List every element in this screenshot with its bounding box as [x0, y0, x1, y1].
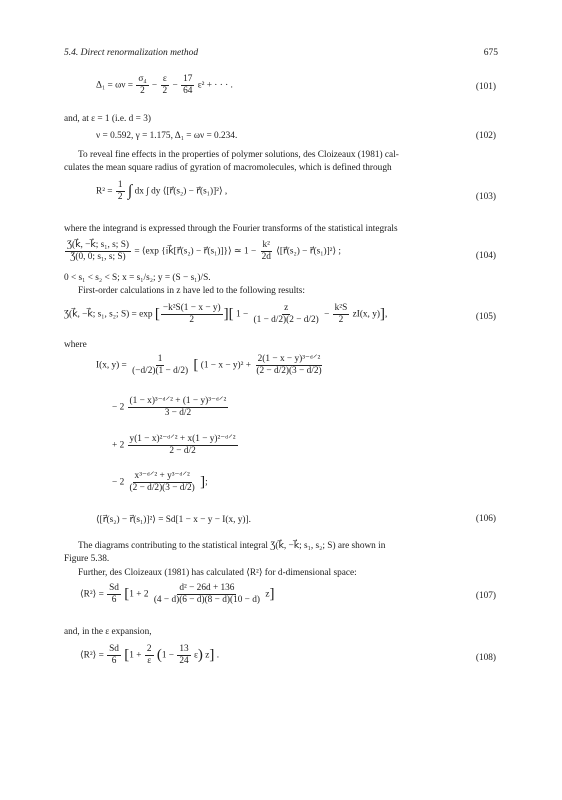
- equation-number-104: (104): [475, 251, 496, 261]
- equation-I-row-1: I(x, y) = $\frac{1}{(-d/2)(1 - d/2)}$ [ (1 − x − y)² + $\frac{\text{2(1 − x − y)³⁻ᵈ⸍²}}{(2 - d/2)(3 - d/2)}$: [96, 354, 322, 376]
- paragraph-text: and, in the ε expansion,: [64, 627, 152, 637]
- equation-number-106: (106): [475, 514, 496, 524]
- equation-number-101: (101): [475, 82, 496, 92]
- equation-number-103: (103): [475, 192, 496, 202]
- paragraph-text: To reveal fine effects in the properties of polymer solutions, des Cloizeaux (1981) cal-: [78, 150, 399, 160]
- paragraph-text: where: [64, 340, 87, 350]
- paragraph-text: and, at ε = 1 (i.e. d = 3): [64, 114, 151, 124]
- equation-107: ⟨R²⟩ = $\frac{Sd}{6}$ [1 + 2 $\frac{\text{d² − 26d + 136}}{(4 - d)(6 - d)(8 - d)(10 - d)}$ z]: [80, 583, 275, 605]
- equation-I-row-2: − 2 $\frac{\text{(1 − x)³⁻ᵈ⸍² + (1 − y)³⁻ᵈ⸍²}}{3 - d/2}$: [112, 396, 227, 418]
- equation-number-102: (102): [475, 131, 496, 141]
- equation-103: R² = $\frac{1}{2}$ ∫ dx ∫ dy ⟨[r⃗(s₂) − r⃗(s₁)]²⟩ ,: [96, 180, 228, 202]
- equation-102: ν = 0.592, γ = 1.175, Δ₁ = ων = 0.234.: [96, 131, 238, 141]
- paragraph-text: First-order calculations in z have led to the following results:: [78, 286, 305, 296]
- equation-number-107: (107): [475, 591, 496, 601]
- equation-number-105: (105): [475, 312, 496, 322]
- paragraph-text: Further, des Cloizeaux (1981) has calculated ⟨R²⟩ for d-dimensional space:: [78, 568, 357, 578]
- page-number: 675: [483, 48, 498, 58]
- equation-I-row-4: − 2 $\frac{\text{x³⁻ᵈ⸍² + y³⁻ᵈ⸍²}}{(2 - d/2)(3 - d/2)}$ ];: [112, 471, 208, 493]
- equation-101: Δ₁ = ων = $\frac{\text{σ₄}}{2}$ − $\frac{\varepsilon}{2}$ − $\frac{17}{64}$ ε² + · · · .: [96, 74, 233, 96]
- paragraph-text: 0 < s₁ < s₂ < S; x = s₁/s₂; y = (S − s₁)/S.: [64, 273, 211, 283]
- running-header: 5.4. Direct renormalization method: [64, 48, 199, 58]
- equation-108: ⟨R²⟩ = $\frac{Sd}{6}$ [1 + $\frac{2}{\varepsilon}$ (1 − $\frac{13}{24}$ ε) z] .: [80, 644, 220, 666]
- equation-106: ⟨[r⃗(s₂) − r⃗(s₁)]²⟩ = Sd[1 − x − y − I(x, y)].: [96, 515, 251, 525]
- equation-104: $\frac{\text{Ʒ(k⃗, −k⃗; s₁, s; S)}}{\text{Ʒ(0, 0; s₁, s; S)}}$ = ⟨exp {ik⃗[r⃗(s₂) − r⃗(s₁)]}⟩ ≃ 1 − $\frac{\text{k²}}{2d}$ ⟨[r⃗(s₂) − r⃗(s₁)]²⟩ ;: [67, 240, 341, 262]
- equation-I-row-3: + 2 $\frac{\text{y(1 − x)²⁻ᵈ⸍² + x(1 − y)²⁻ᵈ⸍²}}{2 - d/2}$: [112, 434, 236, 456]
- paragraph-text: culates the mean square radius of gyration of macromolecules, which is defined through: [64, 163, 392, 173]
- paragraph-text: Figure 5.38.: [64, 554, 110, 564]
- paragraph-text: where the integrand is expressed through the Fourier transforms of the statistical integrals: [64, 224, 398, 234]
- equation-105: Ʒ(k⃗, −k⃗; s₁, s₂; S) = exp [ $\frac{\text{−k²S(1 − x − y)}}{2}$ ][ 1 − $\frac{z}{(1 - d/2)(2 - d/2)}$ − $\frac{\text{k²S}}{2}$ zI(x, y)],: [64, 303, 388, 325]
- paragraph-text: The diagrams contributing to the statistical integral Ʒ(k⃗, −k⃗; s₁, s₂; S) are shown in: [78, 541, 386, 551]
- equation-number-108: (108): [475, 653, 496, 663]
